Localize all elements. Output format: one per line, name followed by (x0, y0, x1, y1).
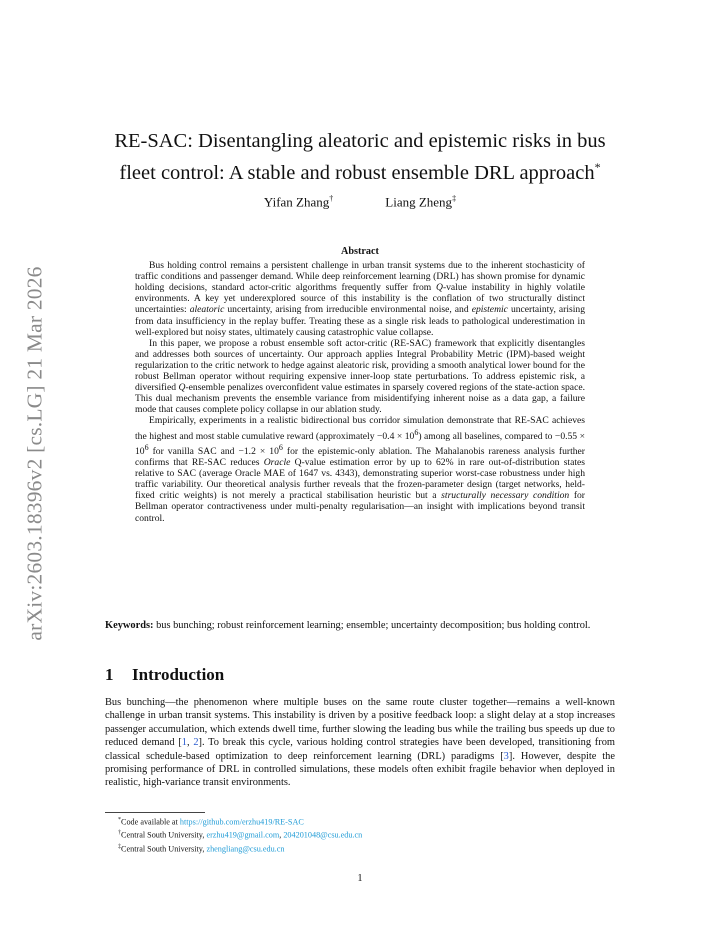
footnote-divider (105, 812, 205, 813)
author-name: Liang Zheng (385, 194, 453, 210)
text-run: uncertainty, arising from irreducible environmental noise, and (224, 304, 472, 316)
abstract (135, 246, 585, 524)
title-line-2 (100, 154, 620, 186)
footnote-mark: † (118, 830, 121, 837)
emphasis: Oracle (263, 457, 291, 469)
author (385, 194, 456, 210)
title-footnote-mark: * (594, 160, 601, 174)
author-footnote-mark: ‡ (452, 194, 457, 203)
arxiv-identifier-text: arXiv:2603.18396v2 [cs.LG] 21 Mar 2026 (22, 265, 47, 641)
footnote-mark: * (118, 817, 121, 823)
text-run: -value instability in highly volatile environments. A key yet underexplored source of this instability is the conflation of two structurally distinct uncertainties: (135, 282, 585, 316)
paper-title (100, 128, 620, 186)
section-heading (105, 665, 224, 685)
text-run: -ensemble penalizes overconfident value estimates in sparsely covered regions of the state-action space. This dual mechanism prevents the ensemble variance from misidentifying inherent noise as a data gap, a failure mode that causes complete policy collapse in our ablation study. (135, 382, 585, 416)
text-run: Q-value estimation error by up to 62% in rare out-of-distribution states relative to SAC (average Oracle MAE of 1647 vs. 4343), demonstrating superior worst-case robustness under high traffic variability. Our theoretical analysis further reveals that the frozen-parameter design (target networks, held-fixed critic weights) is not merely a practical stabilisation heuristic but a (135, 457, 586, 502)
emphasis: aleatoric (189, 304, 225, 316)
text-run: for vanilla SAC and −1.2 × 10 (148, 445, 279, 457)
footnote-separator: , (279, 831, 284, 841)
keywords-label: Keywords: (105, 620, 154, 631)
emphasis: epistemic (471, 304, 508, 316)
exponent: 6 (144, 442, 149, 452)
citation-link[interactable]: 1 (181, 737, 187, 749)
section-title: Introduction (132, 665, 225, 684)
text-run: Bus bunching—the phenomenon where multiple buses on the same route cluster together—remains a well-known challenge in urban transit systems. This instability is driven by a positive feedback loop: a slight delay at a stop increases passenger accumulation, which extends dwell time, further slowing the leading bus while the trailing bus speeds up due to reduced demand [ (105, 697, 615, 749)
text-run: Empirically, experiments in a realistic bidirectional bus corridor simulation demonstrate that RE-SAC achieves the highest and most stable cumulative reward (approximately −0.4 × 10 (135, 415, 585, 442)
author-footnote-mark: † (329, 194, 334, 203)
text-run: ) among all baselines, compared to −0.55 × 10 (135, 430, 585, 457)
footnote (118, 815, 618, 828)
footnote-text: Central South University, (121, 844, 207, 854)
page-number: 1 (357, 873, 363, 884)
abstract-heading: Abstract (341, 246, 379, 257)
email-link[interactable]: erzhu419@gmail.com (206, 831, 280, 841)
footnotes (118, 815, 618, 855)
abstract-paragraph (135, 415, 585, 523)
email-link[interactable]: 204201048@csu.edu.cn (283, 831, 363, 841)
text-run: Bus holding control remains a persistent challenge in urban transit systems due to the inherent stochasticity of traffic conditions and passenger demand. While deep reinforcement learning (DRL) has shown promise for dynamic holding decisions, standard actor-critic algorithms frequently suffer from (135, 260, 585, 294)
author-name: Yifan Zhang (263, 194, 330, 210)
footnote-text: Central South University, (121, 831, 207, 841)
abstract-paragraph (135, 260, 585, 338)
title-line-1: RE-SAC: Disentangling aleatoric and epistemic risks in bus (114, 130, 606, 152)
footnote-text: Code available at (121, 817, 180, 827)
title-line-2-text: fleet control: A stable and robust ensemble DRL approach (119, 161, 595, 184)
keywords-text: bus bunching; robust reinforcement learning; ensemble; uncertainty decomposition; bus holding control. (153, 620, 591, 631)
text-run: ]. However, despite the promising performance of DRL in controlled simulations, these models often exhibit fragile behavior when deployed in realistic, high-variance transit environments. (105, 750, 615, 789)
text-run: ]. To break this cycle, various holding control strategies have been developed, transitioning from classical schedule-based optimization to deep reinforcement learning (DRL) paradigms [ (105, 737, 615, 762)
author-list (0, 194, 720, 210)
text-run: , (186, 737, 194, 749)
footnote (118, 842, 618, 855)
author (264, 194, 333, 210)
arxiv-identifier-stamp (18, 258, 52, 648)
footnote (118, 828, 618, 841)
abstract-paragraph (135, 338, 585, 416)
section-number: 1 (105, 665, 114, 684)
code-repository-link[interactable]: https://github.com/erzhu419/RE-SAC (179, 817, 304, 827)
citation-link[interactable]: 3 (503, 750, 509, 762)
text-run: for the epistemic-only ablation. The Mahalanobis rareness analysis further confirms that RE-SAC reduces (135, 445, 585, 469)
email-link[interactable]: zhengliang@csu.edu.cn (206, 844, 285, 854)
exponent: 6 (278, 442, 283, 452)
math-symbol: Q (178, 382, 186, 394)
footnote-mark: ‡ (118, 843, 121, 850)
citation-link[interactable]: 2 (193, 737, 199, 749)
text-run: In this paper, we propose a robust ensemble soft actor-critic (RE-SAC) framework that explicitly disentangles and addresses both sources of uncertainty. Our approach applies Integral Probability Metric (IPM)-based weight regularization to the critic network to hedge against aleatoric risk, providing a smooth analytical lower bound for the robust Bellman operator without requiring expensive inner-loop state perturbations. To address epistemic risk, a diversified (135, 337, 585, 394)
exponent: 6 (414, 427, 419, 437)
math-symbol: Q (436, 282, 443, 294)
keywords (105, 620, 615, 632)
text-run: for Bellman operator contractiveness under multi-penalty regularisation—an insight with implications beyond transit control. (135, 490, 586, 524)
introduction-paragraph (105, 696, 615, 790)
emphasis: structurally necessary condition (441, 490, 570, 502)
text-run: uncertainty, arising from data insufficiency in the replay buffer. Treating these as a single risk leads to pathological underestimation in well-explored but noisy states, ultimately causing catastrophic value collapse. (135, 304, 586, 338)
